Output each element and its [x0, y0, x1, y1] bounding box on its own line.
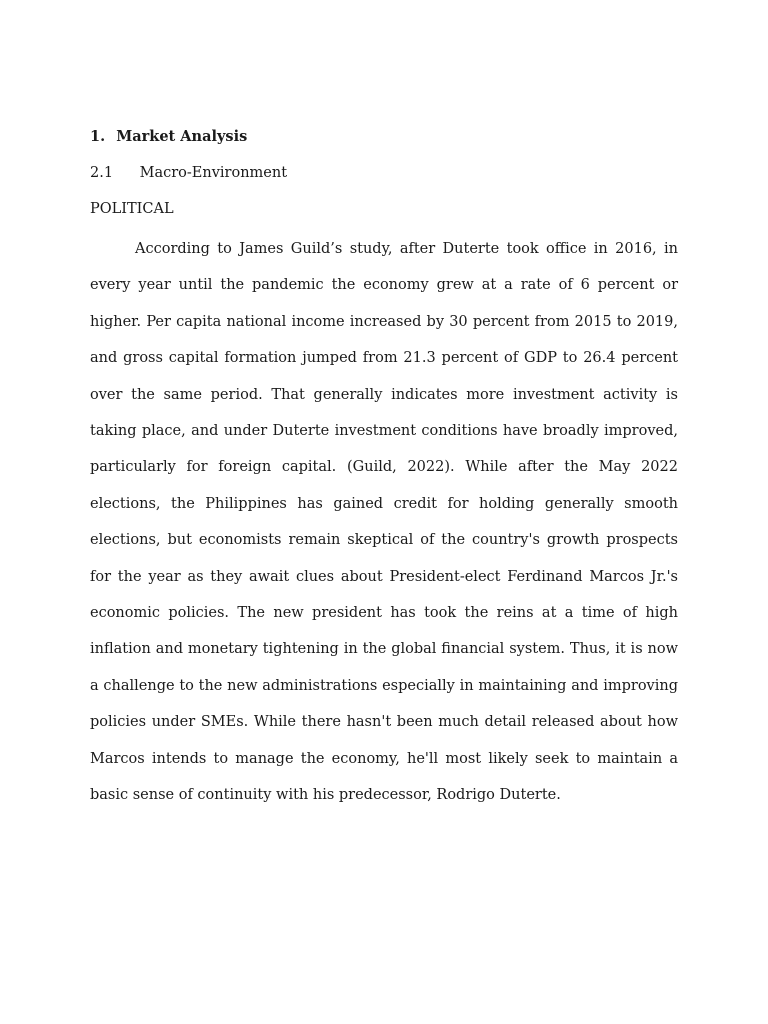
section-heading [90, 128, 247, 145]
subsection-heading [90, 165, 287, 181]
subsection-heading-number: 2.1 [90, 165, 114, 181]
section-heading-number: 1. [90, 128, 106, 145]
section-label: POLITICAL [90, 201, 174, 217]
subsection-heading-title: Macro-Environment [139, 165, 288, 181]
section-heading-title: Market Analysis [116, 128, 248, 145]
body-paragraph: According to James Guild’s study, after Duterte took office in 2016, in every year until the pandemic the economy grew at a rate of 6 percent or higher. Per capita national income increased by 30 percent from 2015 to 2019, and gross capital formation jumped from 21.3 percent of GDP to 26.4 percent over the same period. That generally indicates more investment activity is taking place, and under Duterte investment conditions have broadly improved, particularly for foreign capital. (Guild, 2022). While after the May 2022 elections, the Philippines has gained credit for holding generally smooth elections, but economists remain skeptical of the country's growth prospects for the year as they await clues about President-elect Ferdinand Marcos Jr.'s economic policies. The new president has took the reins at a time of high inflation and monetary tightening in the global financial system. Thus, it is now a challenge to the new administrations especially in maintaining and improving policies under SMEs. While there hasn't been much detail released about how Marcos intends to manage the economy, he'll most likely seek to maintain a basic sense of continuity with his predecessor, Rodrigo Duterte. [90, 241, 678, 804]
